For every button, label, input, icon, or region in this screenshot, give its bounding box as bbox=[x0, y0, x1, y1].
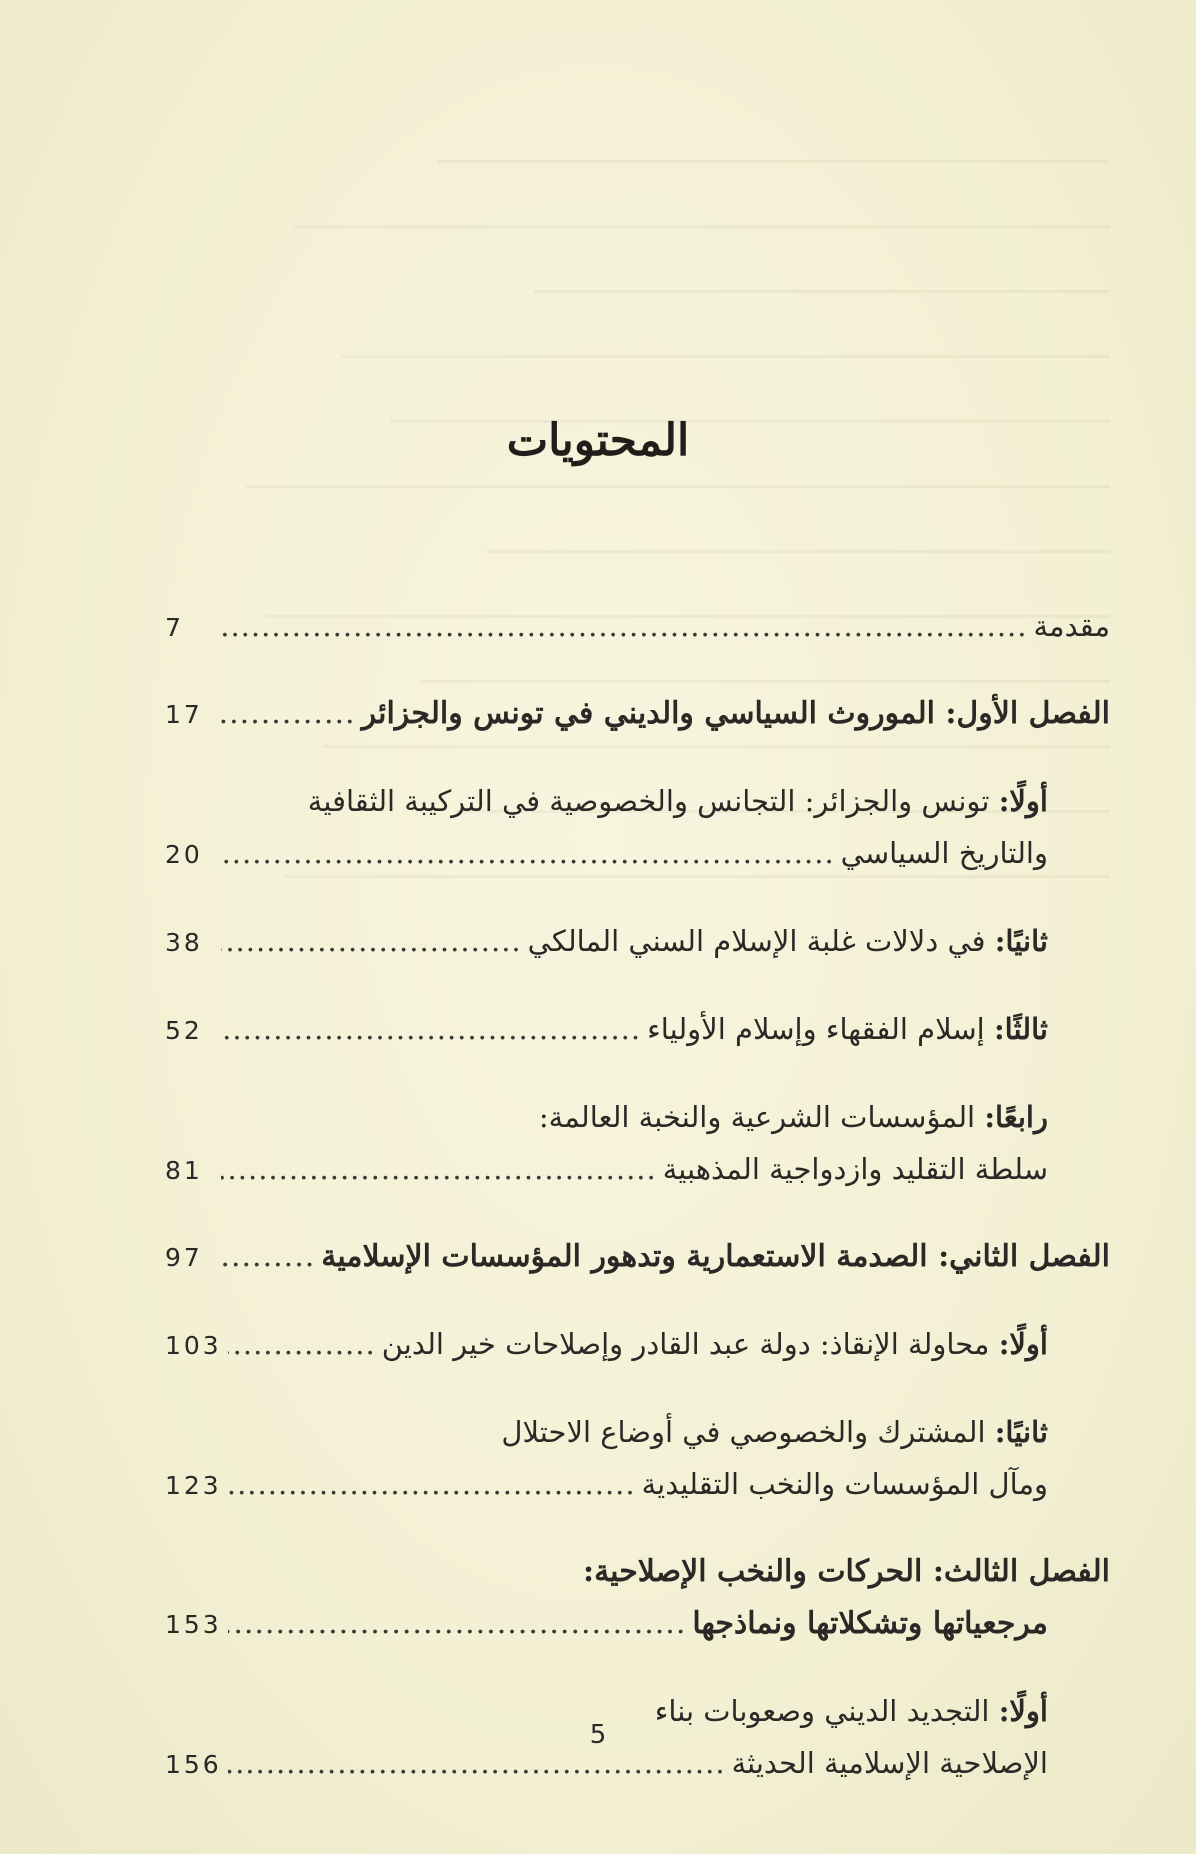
section-label: ثالثًا: bbox=[993, 1012, 1048, 1046]
section-label: رابعًا: bbox=[984, 1100, 1048, 1134]
toc-entry-text: إسلام الفقهاء وإسلام الأولياء bbox=[647, 1012, 985, 1046]
section-label: أولًا: bbox=[998, 1327, 1048, 1361]
section-label: ثانيًا: bbox=[994, 924, 1048, 958]
toc-page-number: 7 bbox=[165, 613, 184, 642]
toc-page-number: 153 bbox=[165, 1610, 222, 1639]
toc-entry-chapter-1 bbox=[165, 688, 1110, 741]
toc-page-number: 123 bbox=[165, 1471, 222, 1500]
toc-entry-text: محاولة الإنقاذ: دولة عبد القادر وإصلاحات خير الدين bbox=[381, 1327, 990, 1361]
toc-entry-text: التجديد الديني وصعوبات بناء bbox=[654, 1694, 990, 1728]
dot-leader bbox=[221, 600, 1027, 652]
section-label: ثانيًا: bbox=[994, 1415, 1048, 1449]
dot-leader bbox=[221, 827, 835, 879]
toc-entry-chapter-2-section-1 bbox=[165, 1318, 1110, 1372]
section-label: أولًا: bbox=[998, 1694, 1048, 1728]
toc-page-number: 97 bbox=[165, 1243, 203, 1272]
dot-leader bbox=[228, 1598, 687, 1650]
toc-page-number: 38 bbox=[165, 928, 203, 957]
toc-entry-text: الفصل الأول: الموروث السياسي والديني في تونس والجزائر bbox=[361, 696, 1110, 731]
toc-entry-text-continued: سلطة التقليد وازدواجية المذهبية bbox=[662, 1152, 1048, 1186]
table-of-contents bbox=[165, 600, 1110, 1825]
page-number: 5 bbox=[589, 1720, 607, 1750]
section-label: أولًا: bbox=[998, 784, 1048, 818]
toc-page-number: 103 bbox=[165, 1331, 222, 1360]
toc-entry-chapter-1-section-2 bbox=[165, 915, 1110, 969]
toc-entry-text: مقدمة bbox=[1033, 609, 1110, 643]
toc-entry-text-continued: مرجعياتها وتشكلاتها ونماذجها bbox=[692, 1606, 1048, 1641]
toc-entry-text-continued: الإصلاحية الإسلامية الحديثة bbox=[731, 1746, 1048, 1780]
toc-page-number: 52 bbox=[165, 1016, 203, 1045]
toc-entry-text: المشترك والخصوصي في أوضاع الاحتلال bbox=[501, 1415, 986, 1449]
dot-leader bbox=[228, 1458, 636, 1510]
toc-entry-intro bbox=[165, 600, 1110, 654]
page-title: المحتويات bbox=[506, 415, 690, 466]
toc-entry-text: المؤسسات الشرعية والنخبة العالمة: bbox=[538, 1100, 976, 1134]
toc-entry-text-continued: ومآل المؤسسات والنخب التقليدية bbox=[641, 1467, 1048, 1501]
toc-page-number: 156 bbox=[165, 1750, 222, 1779]
toc-entry-text: في دلالات غلبة الإسلام السني المالكي bbox=[527, 924, 986, 958]
toc-entry-chapter-1-section-3 bbox=[165, 1003, 1110, 1057]
toc-page-number: 81 bbox=[165, 1156, 203, 1185]
toc-entry-text: تونس والجزائر: التجانس والخصوصية في التركيبة الثقافية bbox=[307, 784, 990, 818]
toc-entry-chapter-2 bbox=[165, 1231, 1110, 1284]
toc-entry-text-continued: والتاريخ السياسي bbox=[840, 836, 1048, 870]
toc-entry-chapter-2-section-2 bbox=[165, 1406, 1110, 1512]
dot-leader bbox=[221, 688, 356, 740]
toc-entry-text: الفصل الثاني: الصدمة الاستعمارية وتدهور المؤسسات الإسلامية bbox=[321, 1239, 1110, 1274]
toc-entry-chapter-1-section-1 bbox=[165, 775, 1110, 881]
dot-leader bbox=[221, 1143, 657, 1195]
toc-entry-text: الفصل الثالث: الحركات والنخب الإصلاحية: bbox=[583, 1554, 1110, 1589]
dot-leader bbox=[228, 1318, 376, 1370]
toc-page-number: 17 bbox=[165, 700, 203, 729]
toc-page-number: 20 bbox=[165, 840, 203, 869]
dot-leader bbox=[221, 1003, 641, 1055]
toc-entry-chapter-3 bbox=[165, 1546, 1110, 1651]
dot-leader bbox=[221, 915, 522, 967]
toc-entry-chapter-1-section-4 bbox=[165, 1091, 1110, 1197]
dot-leader bbox=[221, 1231, 315, 1283]
